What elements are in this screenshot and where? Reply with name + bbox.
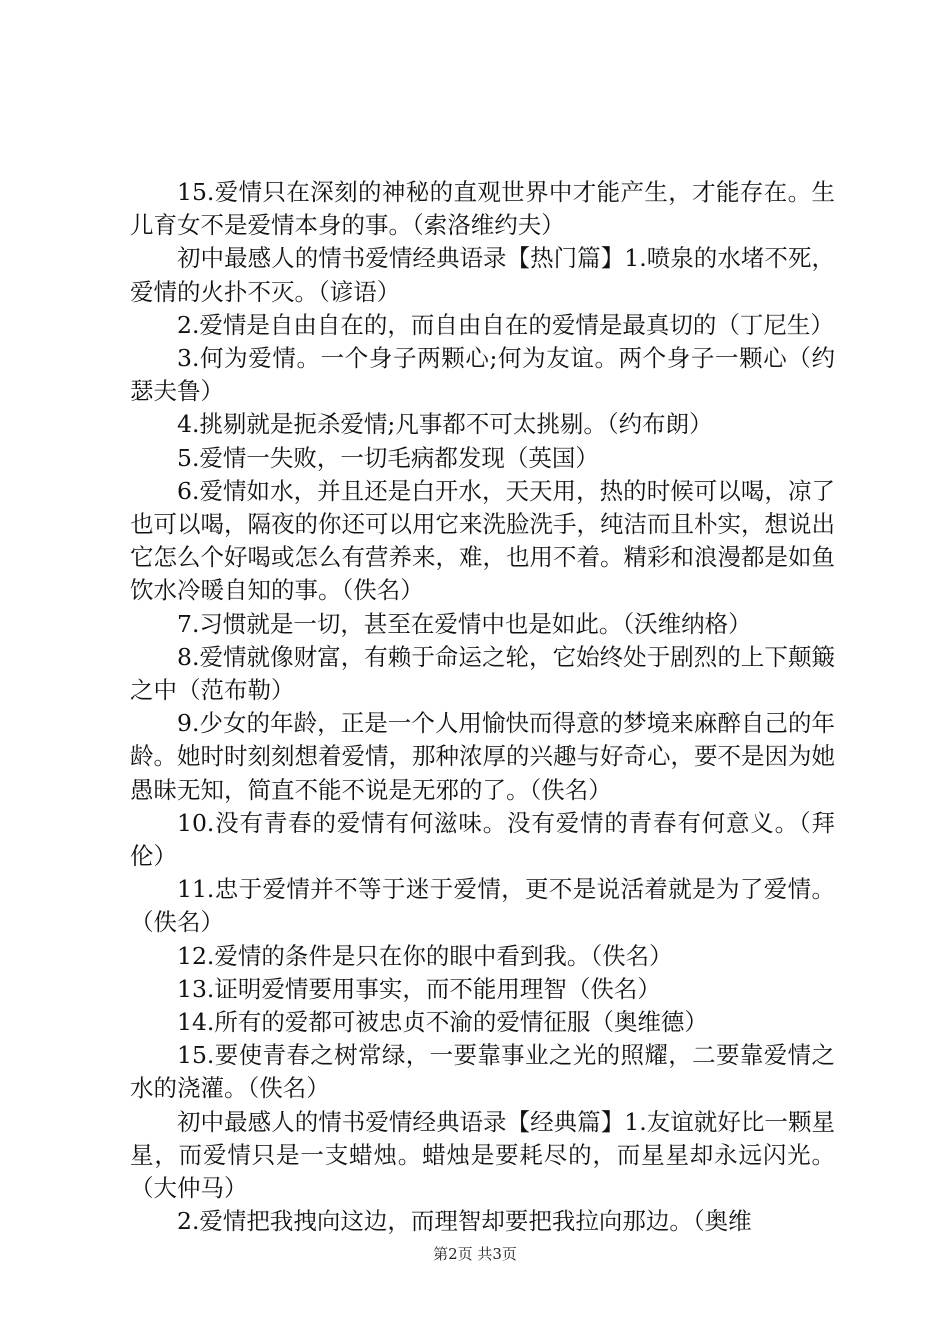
paragraph-6: 5.爱情一失败，一切毛病都发现（英国） bbox=[177, 443, 599, 472]
paragraph-8: 7.习惯就是一切，甚至在爱情中也是如此。（沃维纳格） bbox=[177, 609, 752, 638]
paragraph-10: 9.少女的年龄，正是一个人用愉快而得意的梦境来麻醉自己的年龄。她时时刻刻想着爱情，那种浓厚的兴趣与好奇心，要不是因为她愚昧无知，简直不能不说是无邪的了。（佚名） bbox=[130, 709, 835, 804]
paragraph-9: 8.爱情就像财富，有赖于命运之轮，它始终处于剧烈的上下颠簸之中（范布勒） bbox=[130, 642, 835, 705]
page-footer: 第2页 共3页 bbox=[433, 1245, 517, 1263]
paragraph-13: 12.爱情的条件是只在你的眼中看到我。（佚名） bbox=[177, 941, 673, 970]
paragraph-7: 6.爱情如水，并且还是白开水，天天用，热的时候可以喝，凉了也可以喝，隔夜的你还可以用它来洗脸洗手，纯洁而且朴实，想说出它怎么个好喝或怎么有营养来，难，也用不着。精彩和浪漫都是如鱼饮水冷暖自知的事。（佚名） bbox=[130, 476, 835, 605]
paragraph-1: 15.爱情只在深刻的神秘的直观世界中才能产生，才能存在。生儿育女不是爱情本身的事。（索洛维约夫） bbox=[130, 178, 835, 240]
paragraph-18: 2.爱情把我拽向这边，而理智却要把我拉向那边。（奥维 bbox=[177, 1207, 752, 1236]
paragraph-5: 4.挑剔就是扼杀爱情;凡事都不可太挑剔。（约布朗） bbox=[177, 410, 713, 439]
paragraph-2: 初中最感人的情书爱情经典语录【热门篇】1.喷泉的水堵不死，爱情的火扑不灭。（谚语） bbox=[130, 244, 835, 306]
paragraph-3: 2.爱情是自由自在的，而自由自在的爱情是最真切的（丁尼生） bbox=[177, 310, 834, 339]
paragraph-17: 初中最感人的情书爱情经典语录【经典篇】1.友谊就好比一颗星星，而爱情只是一支蜡烛。蜡烛是要耗尽的，而星星却永远闪光。（大仲马） bbox=[130, 1107, 835, 1203]
document-body bbox=[130, 176, 835, 1239]
paragraph-14: 13.证明爱情要用事实，而不能用理智（佚名） bbox=[177, 974, 661, 1003]
paragraph-15: 14.所有的爱都可被忠贞不渝的爱情征服（奥维德） bbox=[177, 1008, 708, 1037]
paragraph-4: 3.何为爱情。一个身子两颗心;何为友谊。两个身子一颗心（约瑟夫鲁） bbox=[130, 344, 835, 406]
paragraph-11: 10.没有青春的爱情有何滋味。没有爱情的青春有何意义。（拜伦） bbox=[130, 808, 835, 871]
paragraph-16: 15.要使青春之树常绿，一要靠事业之光的照耀，二要靠爱情之水的浇灌。（佚名） bbox=[130, 1041, 835, 1103]
paragraph-12: 11.忠于爱情并不等于迷于爱情，更不是说活着就是为了爱情。（佚名） bbox=[130, 875, 835, 937]
